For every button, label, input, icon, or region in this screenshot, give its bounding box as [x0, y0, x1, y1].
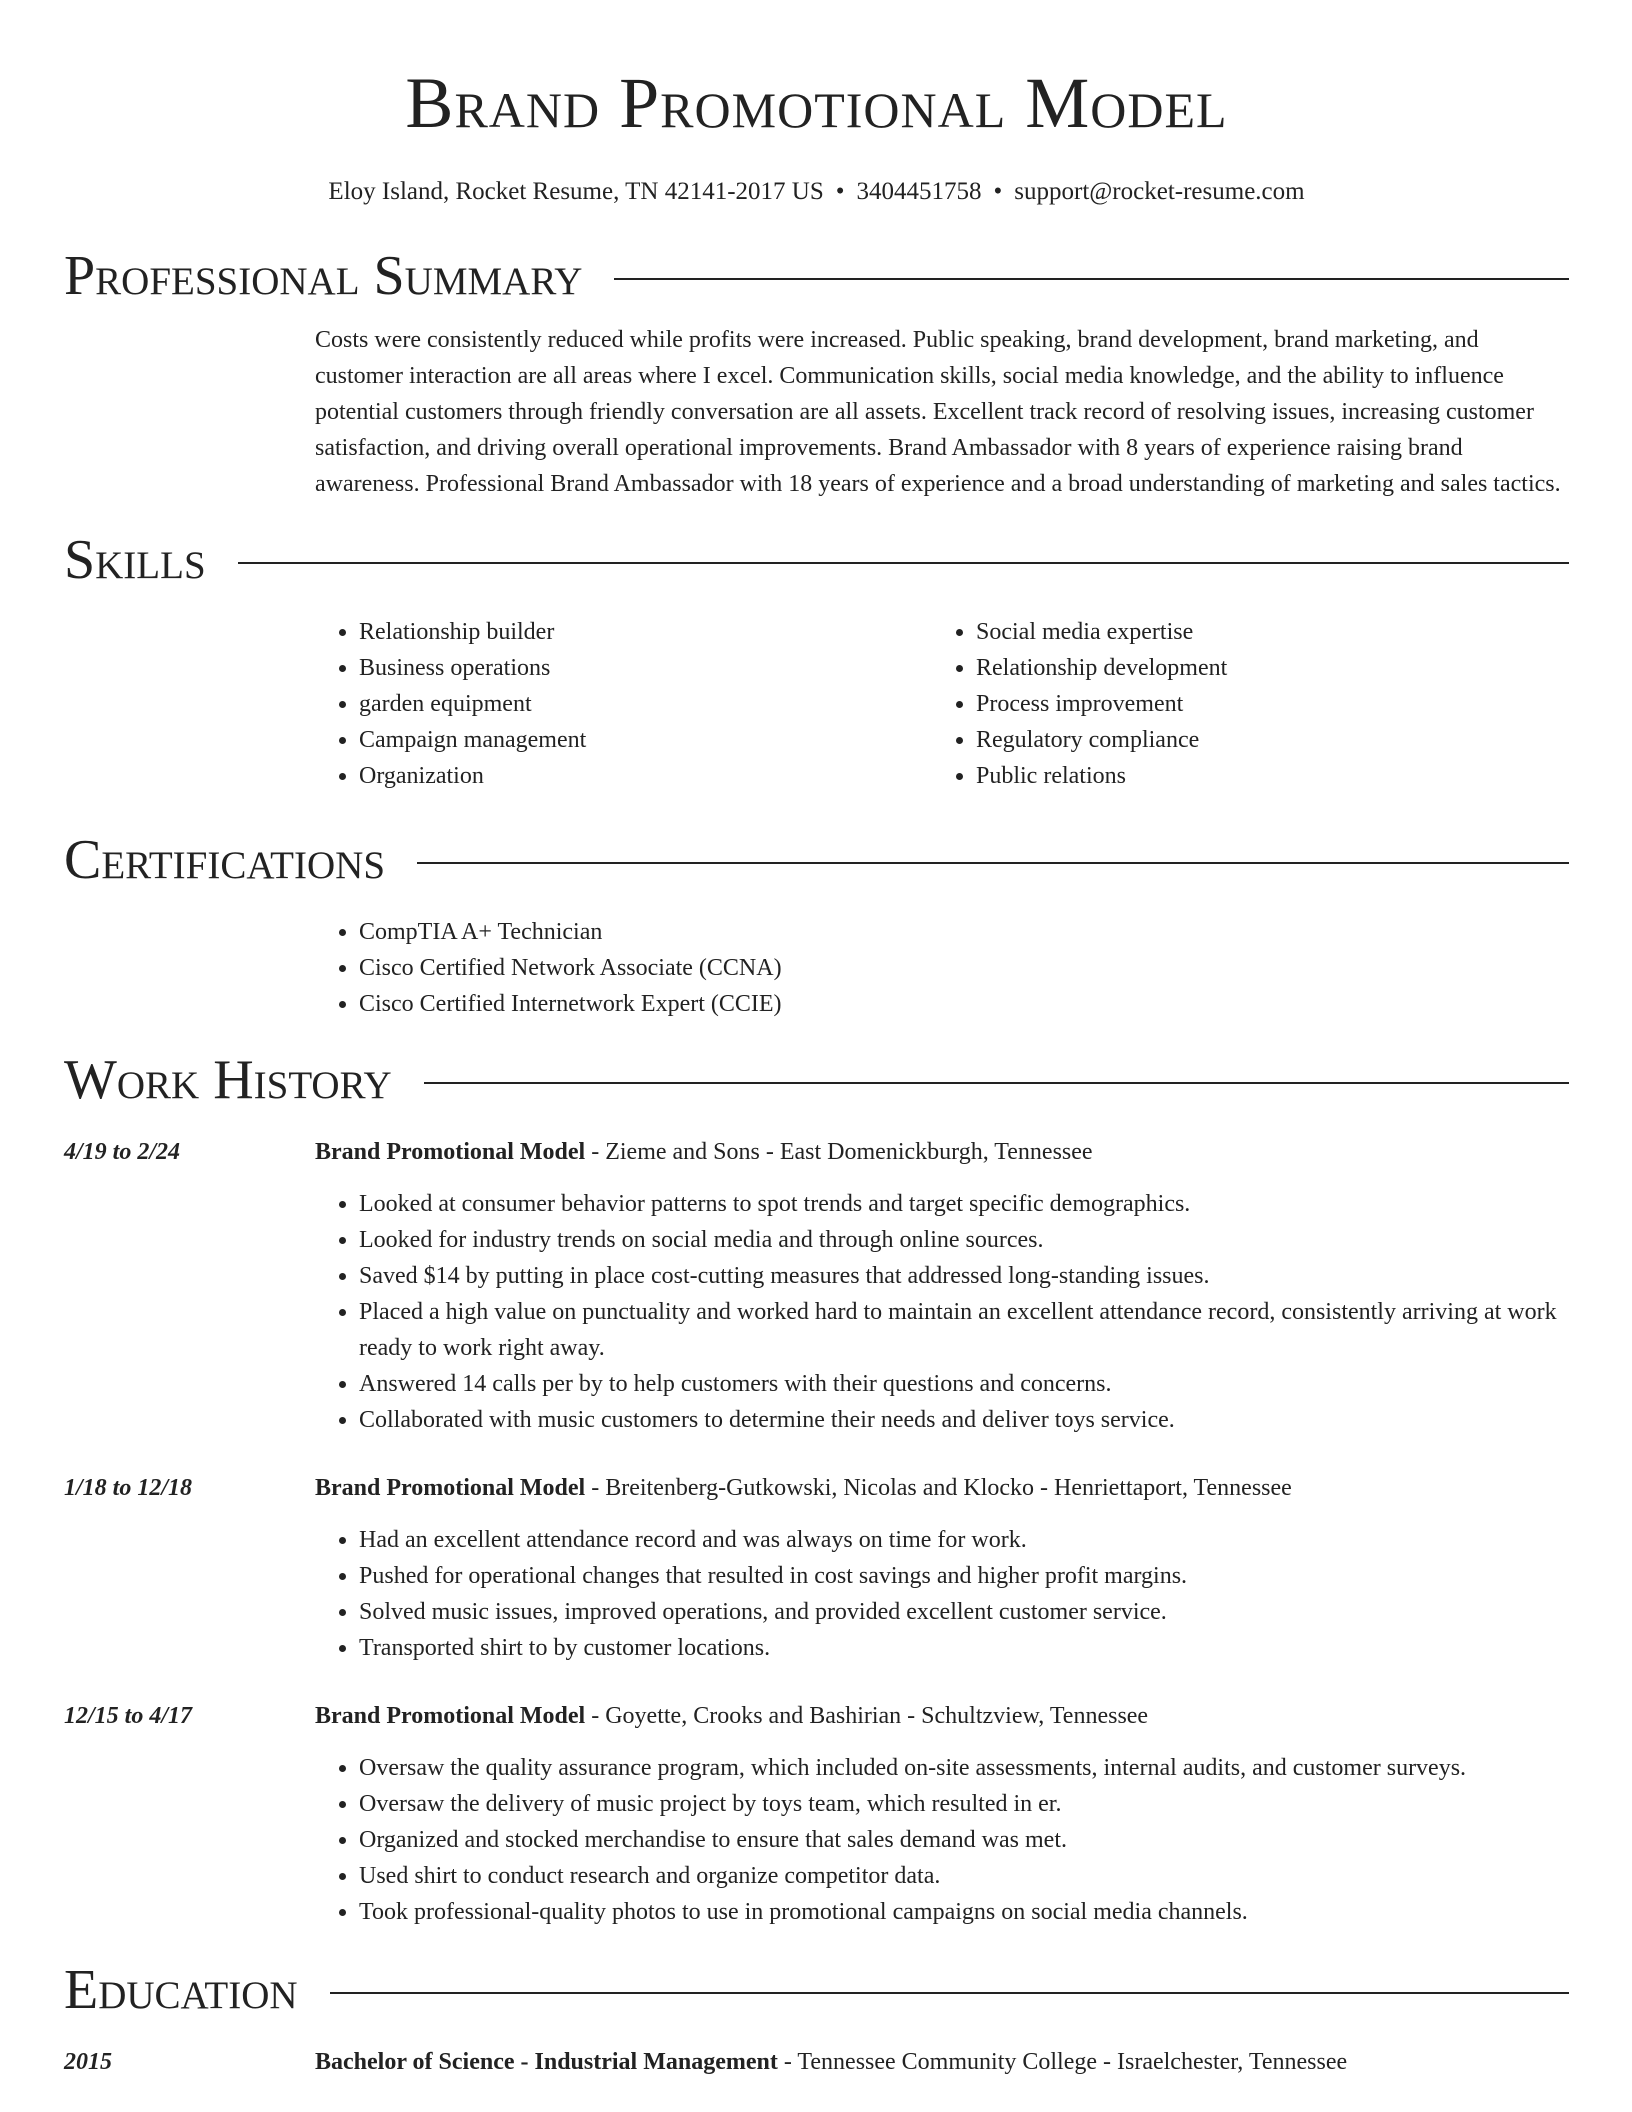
job-bullet: • Used shirt to conduct research and organize competitor data. — [359, 1858, 1569, 1894]
contact-separator: • — [835, 178, 845, 205]
contact-phone: 3404451758 — [856, 178, 982, 205]
job-heading — [315, 1470, 1292, 1506]
job-dates: 1/18 to 12/18 — [64, 1475, 193, 1501]
job-bullet: • Solved music issues, improved operations, and provided excellent customer service. — [359, 1594, 1569, 1630]
job-entry — [64, 1134, 1569, 1438]
skills-column-right — [932, 614, 1549, 794]
education-year: 2015 — [64, 2049, 112, 2075]
skills-section-header — [64, 528, 1569, 592]
job-heading — [315, 1134, 1093, 1170]
job-bullets — [315, 1522, 1569, 1666]
resume-name: Brand Promotional Model — [405, 63, 1228, 143]
summary-heading: Professional Summary — [64, 245, 583, 307]
job-bullet: • Answered 14 calls per by to help customers with their questions and concerns. — [359, 1366, 1569, 1402]
section-divider — [417, 862, 1569, 864]
job-entry — [64, 1470, 1569, 1666]
job-header — [64, 1470, 1569, 1506]
job-bullet: • Placed a high value on punctuality and worked hard to maintain an excellent attendance record, consistently arriving at work ready to work right away. — [359, 1294, 1569, 1366]
job-dates: 4/19 to 2/24 — [64, 1139, 181, 1165]
work-section-header — [64, 1048, 1569, 1112]
job-dates: 12/15 to 4/17 — [64, 1703, 193, 1729]
job-bullet: • Looked for industry trends on social media and through online sources. — [359, 1222, 1569, 1258]
education-heading-line — [315, 2044, 1347, 2080]
section-divider — [424, 1082, 1569, 1084]
skill-item: • Relationship development — [976, 650, 1549, 686]
job-bullet: • Organized and stocked merchandise to ensure that sales demand was met. — [359, 1822, 1569, 1858]
education-section-header — [64, 1958, 1569, 2022]
job-title: Brand Promotional Model — [315, 1139, 586, 1165]
job-bullet: • Saved $14 by putting in place cost-cutting measures that addressed long-standing issues. — [359, 1258, 1569, 1294]
contact-email: support@rocket-resume.com — [1014, 178, 1305, 205]
education-heading: Education — [64, 1959, 298, 2021]
education-entry — [64, 2044, 1569, 2080]
skills-heading: Skills — [64, 529, 206, 591]
certification-item: • Cisco Certified Internetwork Expert (CCIE) — [359, 986, 1569, 1022]
summary-section-header — [64, 244, 1569, 308]
job-title: Brand Promotional Model — [315, 1475, 586, 1501]
job-details: - Zieme and Sons - East Domenickburgh, Tennessee — [585, 1139, 1093, 1165]
job-bullet: • Looked at consumer behavior patterns to spot trends and target specific demographics. — [359, 1186, 1569, 1222]
skill-item: • Relationship builder — [359, 614, 932, 650]
job-bullet: • Pushed for operational changes that resulted in cost savings and higher profit margins. — [359, 1558, 1569, 1594]
job-bullet: • Had an excellent attendance record and was always on time for work. — [359, 1522, 1569, 1558]
contact-separator: • — [993, 178, 1003, 205]
skill-item: • Social media expertise — [976, 614, 1549, 650]
skill-item: • Business operations — [359, 650, 932, 686]
certifications-section-header — [64, 828, 1569, 892]
certifications-list-wrap — [315, 914, 1569, 1022]
skills-column-left — [315, 614, 932, 794]
job-bullet: • Oversaw the quality assurance program, which included on-site assessments, internal audits, and customer surveys. — [359, 1750, 1569, 1786]
skill-item: • Organization — [359, 758, 932, 794]
job-bullet-list — [315, 1750, 1569, 1930]
skill-item: • Public relations — [976, 758, 1549, 794]
job-entry — [64, 1698, 1569, 1930]
job-bullet: • Collaborated with music customers to determine their needs and deliver toys service. — [359, 1402, 1569, 1438]
section-divider — [614, 278, 1569, 280]
contact-address: Eloy Island, Rocket Resume, TN 42141-2017 US — [328, 178, 824, 205]
job-title: Brand Promotional Model — [315, 1703, 586, 1729]
work-heading: Work History — [64, 1049, 392, 1111]
skill-item: • Process improvement — [976, 686, 1549, 722]
job-bullets — [315, 1186, 1569, 1438]
certifications-list — [315, 914, 1569, 1022]
contact-line — [64, 176, 1569, 208]
job-header — [64, 1698, 1569, 1734]
education-header — [64, 2044, 1569, 2080]
summary-text: Costs were consistently reduced while profits were increased. Public speaking, brand development, brand marketing, and customer interaction are all areas where I excel. Communication skills, social media knowledge, and the ability to influence potential customers through friendly conversation are all assets. Excellent track record of resolving issues, increasing customer satisfaction, and driving overall operational improvements. Brand Ambassador with 8 years of experience raising brand awareness. Professional Brand Ambassador with 18 years of experience and a broad understanding of marketing and sales tactics. — [315, 327, 1561, 497]
skill-item: • Campaign management — [359, 722, 932, 758]
education-degree: Bachelor of Science - Industrial Management — [315, 2049, 778, 2075]
certification-item: • Cisco Certified Network Associate (CCNA) — [359, 950, 1569, 986]
job-bullet: • Oversaw the delivery of music project by toys team, which resulted in er. — [359, 1786, 1569, 1822]
skills-list-left — [315, 614, 932, 794]
job-bullet-list — [315, 1522, 1569, 1666]
job-bullets — [315, 1750, 1569, 1930]
job-bullet: • Took professional-quality photos to use in promotional campaigns on social media channels. — [359, 1894, 1569, 1930]
skills-list-right — [932, 614, 1549, 794]
resume-page — [64, 0, 1569, 2080]
job-header — [64, 1134, 1569, 1170]
section-divider — [238, 562, 1569, 564]
skill-item: • Regulatory compliance — [976, 722, 1549, 758]
job-details: - Goyette, Crooks and Bashirian - Schultzview, Tennessee — [585, 1703, 1149, 1729]
skills-columns — [315, 614, 1569, 794]
job-bullet: • Transported shirt to by customer locations. — [359, 1630, 1569, 1666]
skill-item: • garden equipment — [359, 686, 932, 722]
job-details: - Breitenberg-Gutkowski, Nicolas and Klocko - Henriettaport, Tennessee — [585, 1475, 1292, 1501]
education-details: - Tennessee Community College - Israelchester, Tennessee — [777, 2049, 1348, 2075]
certifications-heading: Certifications — [64, 829, 386, 891]
job-bullet-list — [315, 1186, 1569, 1438]
job-heading — [315, 1698, 1148, 1734]
section-divider — [330, 1992, 1569, 1994]
certification-item: • CompTIA A+ Technician — [359, 914, 1569, 950]
